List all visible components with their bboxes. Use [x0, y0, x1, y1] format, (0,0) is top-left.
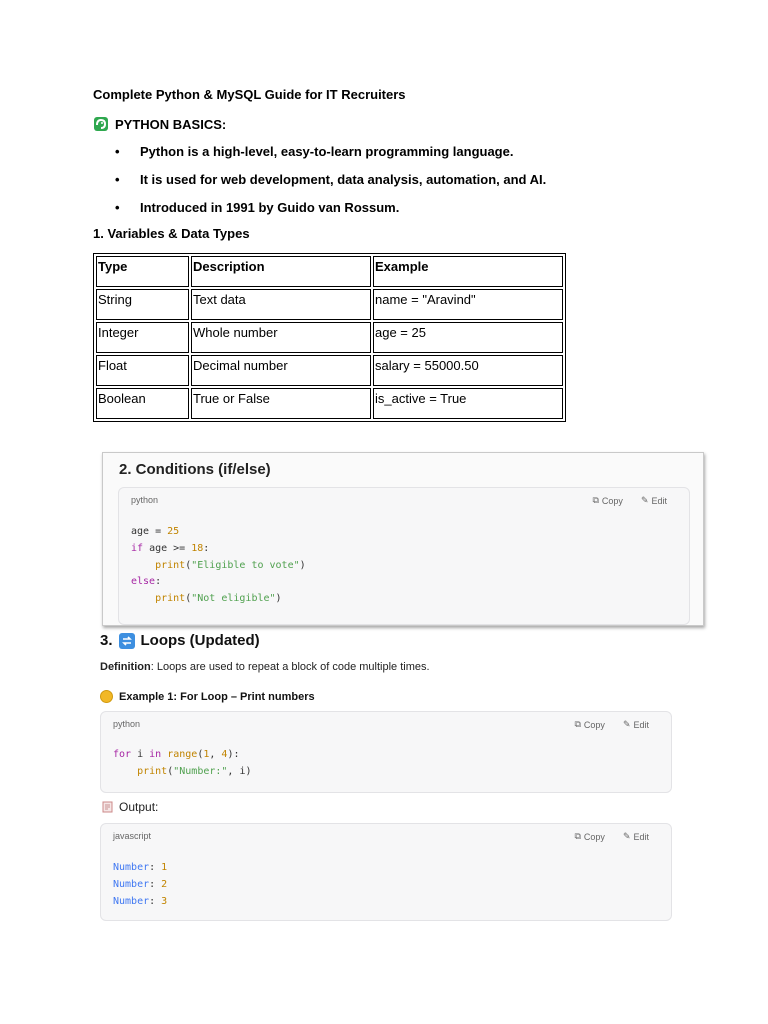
conditions-heading: 2. Conditions (if/else) — [119, 461, 271, 478]
header-cell: Type — [96, 256, 189, 287]
code-language-label: javascript — [113, 831, 152, 841]
table-cell: Boolean — [96, 388, 189, 419]
copy-button[interactable]: ⧉ Copy — [592, 495, 623, 506]
data-types-table — [93, 253, 566, 422]
code-language-label: python — [131, 495, 159, 505]
snake-icon — [93, 116, 109, 132]
repeat-icon — [119, 633, 135, 649]
document-title: Complete Python & MySQL Guide for IT Recruiters — [93, 87, 406, 102]
python-basics-label: PYTHON BASICS: — [115, 116, 227, 132]
list-item: • Python is a high-level, easy-to-learn programming language. — [115, 144, 514, 159]
copy-button[interactable]: ⧉ Copy — [574, 719, 605, 730]
copy-icon: ⧉ — [574, 719, 581, 729]
table-row — [96, 388, 563, 419]
variables-heading: 1. Variables & Data Types — [93, 226, 250, 241]
loops-definition: Definition: Loops are used to repeat a block of code multiple times. — [100, 661, 430, 673]
table-cell: is_active = True — [373, 388, 563, 419]
bullet: • — [115, 200, 120, 215]
table-cell: Integer — [96, 322, 189, 353]
code-block — [118, 487, 690, 625]
code-content: Number: 1 Number: 2 Number: 3 — [113, 862, 168, 907]
pencil-icon: ✎ — [622, 831, 631, 841]
table-cell: name = "Aravind" — [373, 289, 563, 320]
code-content: age = 25 if age >= 18: print("Eligible to vote") else: print("Not eligible") — [131, 526, 306, 605]
table-row — [96, 322, 563, 353]
python-basics-heading — [93, 116, 226, 132]
copy-icon: ⧉ — [574, 831, 581, 841]
code-content: for i in range(1, 4): print("Number:", i) — [113, 749, 252, 777]
table-row — [96, 355, 563, 386]
table-cell: Decimal number — [191, 355, 371, 386]
table-cell: Float — [96, 355, 189, 386]
header-cell: Description — [191, 256, 371, 287]
table-header-row — [96, 256, 563, 287]
output-code-block — [100, 823, 672, 921]
for-loop-code-block — [100, 711, 672, 793]
edit-button[interactable]: ✎ Edit — [640, 495, 667, 506]
memo-icon — [102, 801, 114, 813]
table-cell: age = 25 — [373, 322, 563, 353]
header-cell: Example — [373, 256, 563, 287]
edit-button[interactable]: ✎ Edit — [622, 831, 649, 842]
table-cell: True or False — [191, 388, 371, 419]
edit-button[interactable]: ✎ Edit — [622, 719, 649, 730]
output-heading: Output: — [102, 800, 158, 814]
copy-button[interactable]: ⧉ Copy — [574, 831, 605, 842]
example-1-heading: Example 1: For Loop – Print numbers — [100, 690, 315, 703]
pencil-icon: ✎ — [640, 495, 649, 505]
python-bullet-list — [115, 143, 546, 227]
list-item: • It is used for web development, data analysis, automation, and AI. — [115, 172, 547, 187]
yellow-circle-icon — [100, 690, 113, 703]
loops-heading: 3. Loops (Updated) — [100, 632, 260, 649]
table-cell: String — [96, 289, 189, 320]
conditions-screenshot — [102, 452, 704, 626]
pencil-icon: ✎ — [622, 719, 631, 729]
code-language-label: python — [113, 719, 141, 729]
table-cell: Whole number — [191, 322, 371, 353]
table-cell: salary = 55000.50 — [373, 355, 563, 386]
list-item: • Introduced in 1991 by Guido van Rossum. — [115, 200, 400, 215]
bullet: • — [115, 172, 120, 187]
bullet: • — [115, 144, 120, 159]
copy-icon: ⧉ — [592, 495, 599, 505]
table-row — [96, 289, 563, 320]
table-cell: Text data — [191, 289, 371, 320]
